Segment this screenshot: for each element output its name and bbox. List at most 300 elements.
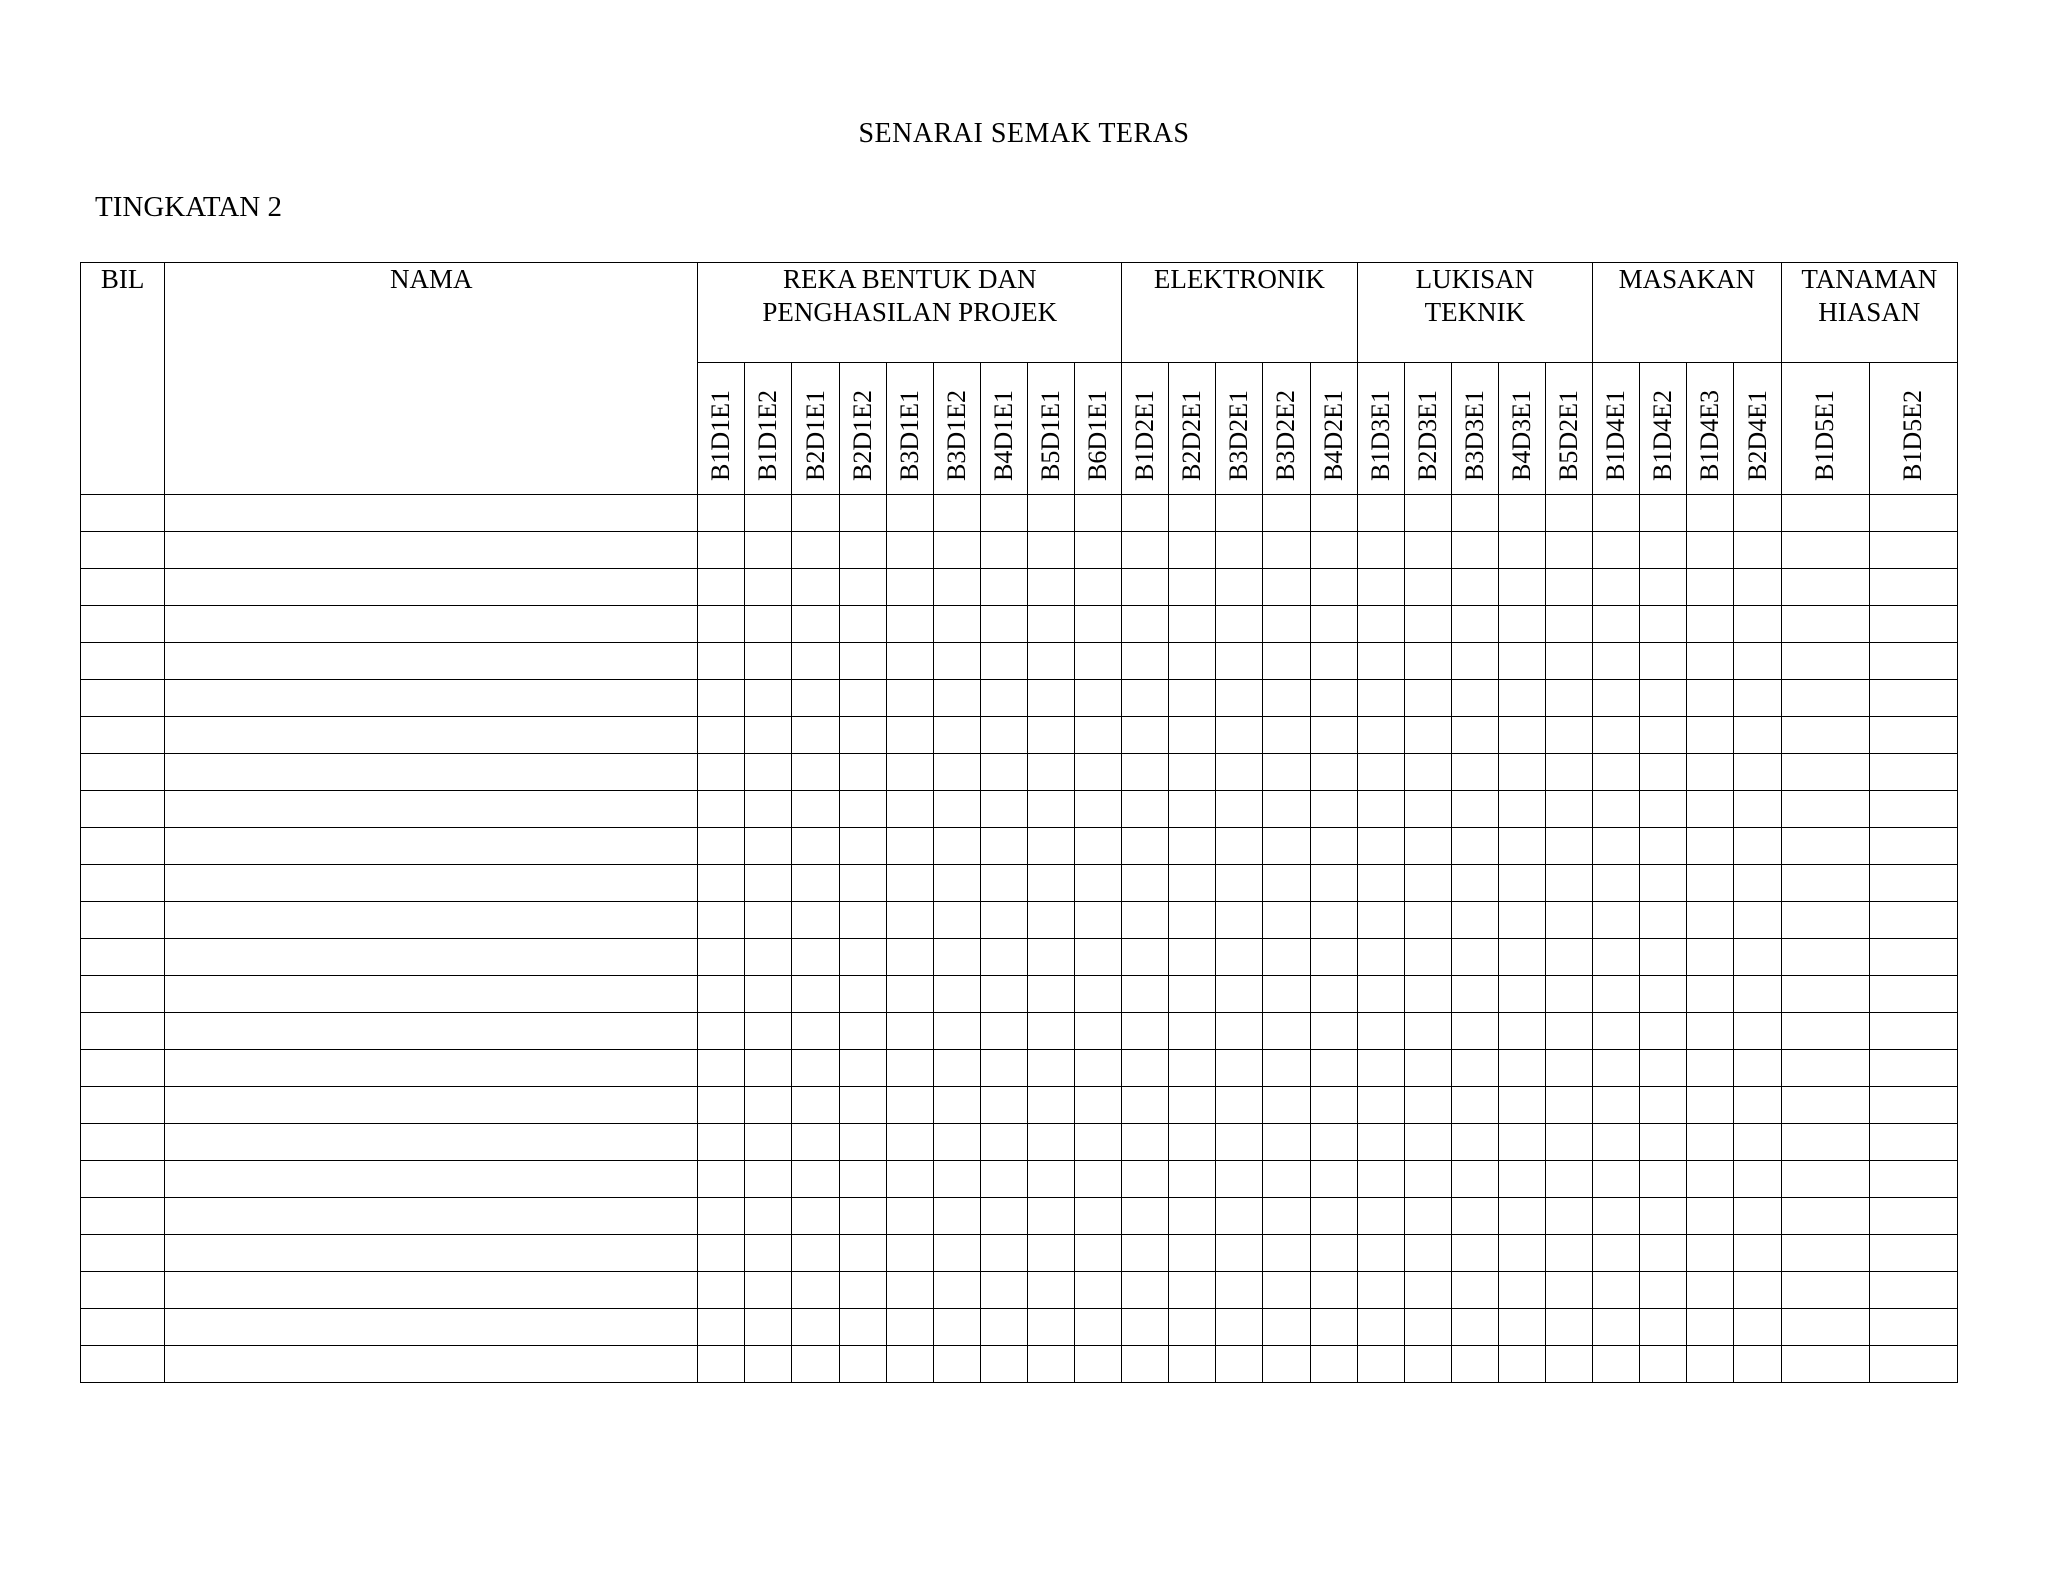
- check-cell[interactable]: [698, 976, 745, 1013]
- check-cell[interactable]: [1781, 754, 1869, 791]
- check-cell[interactable]: [1169, 1309, 1216, 1346]
- check-cell[interactable]: [1687, 1272, 1734, 1309]
- check-cell[interactable]: [1546, 1124, 1593, 1161]
- check-cell[interactable]: [1169, 495, 1216, 532]
- check-cell[interactable]: [745, 1013, 792, 1050]
- check-cell[interactable]: [886, 1087, 933, 1124]
- check-cell[interactable]: [1027, 1309, 1074, 1346]
- check-cell[interactable]: [980, 1346, 1027, 1383]
- check-cell[interactable]: [745, 976, 792, 1013]
- check-cell[interactable]: [1687, 976, 1734, 1013]
- check-cell[interactable]: [1169, 1346, 1216, 1383]
- check-cell[interactable]: [1640, 1309, 1687, 1346]
- check-cell[interactable]: [1075, 606, 1122, 643]
- check-cell[interactable]: [1869, 902, 1957, 939]
- check-cell[interactable]: [1122, 976, 1169, 1013]
- check-cell[interactable]: [1781, 1272, 1869, 1309]
- check-cell[interactable]: [1404, 754, 1451, 791]
- nama-cell[interactable]: [165, 643, 698, 680]
- check-cell[interactable]: [1781, 976, 1869, 1013]
- bil-cell[interactable]: [81, 791, 165, 828]
- bil-cell[interactable]: [81, 1309, 165, 1346]
- check-cell[interactable]: [745, 791, 792, 828]
- check-cell[interactable]: [1451, 717, 1498, 754]
- bil-cell[interactable]: [81, 495, 165, 532]
- check-cell[interactable]: [1869, 606, 1957, 643]
- check-cell[interactable]: [1734, 680, 1781, 717]
- check-cell[interactable]: [1734, 1309, 1781, 1346]
- check-cell[interactable]: [1404, 865, 1451, 902]
- check-cell[interactable]: [1169, 1013, 1216, 1050]
- check-cell[interactable]: [1451, 569, 1498, 606]
- check-cell[interactable]: [1310, 1013, 1357, 1050]
- check-cell[interactable]: [698, 902, 745, 939]
- check-cell[interactable]: [1027, 495, 1074, 532]
- check-cell[interactable]: [1546, 976, 1593, 1013]
- check-cell[interactable]: [1357, 939, 1404, 976]
- check-cell[interactable]: [1404, 680, 1451, 717]
- check-cell[interactable]: [745, 1050, 792, 1087]
- check-cell[interactable]: [1593, 1013, 1640, 1050]
- check-cell[interactable]: [1169, 1198, 1216, 1235]
- check-cell[interactable]: [698, 1013, 745, 1050]
- check-cell[interactable]: [1781, 1124, 1869, 1161]
- check-cell[interactable]: [1027, 754, 1074, 791]
- check-cell[interactable]: [1216, 717, 1263, 754]
- check-cell[interactable]: [1075, 828, 1122, 865]
- check-cell[interactable]: [1122, 532, 1169, 569]
- check-cell[interactable]: [1357, 754, 1404, 791]
- check-cell[interactable]: [1546, 828, 1593, 865]
- check-cell[interactable]: [1546, 1013, 1593, 1050]
- check-cell[interactable]: [1498, 717, 1545, 754]
- check-cell[interactable]: [1122, 1124, 1169, 1161]
- check-cell[interactable]: [886, 643, 933, 680]
- check-cell[interactable]: [1027, 569, 1074, 606]
- check-cell[interactable]: [1869, 495, 1957, 532]
- check-cell[interactable]: [1498, 680, 1545, 717]
- check-cell[interactable]: [1122, 1161, 1169, 1198]
- check-cell[interactable]: [1122, 643, 1169, 680]
- check-cell[interactable]: [839, 902, 886, 939]
- check-cell[interactable]: [745, 902, 792, 939]
- check-cell[interactable]: [886, 1124, 933, 1161]
- check-cell[interactable]: [980, 754, 1027, 791]
- check-cell[interactable]: [745, 1087, 792, 1124]
- check-cell[interactable]: [1734, 1013, 1781, 1050]
- check-cell[interactable]: [1404, 1050, 1451, 1087]
- check-cell[interactable]: [1169, 1087, 1216, 1124]
- check-cell[interactable]: [698, 1050, 745, 1087]
- check-cell[interactable]: [886, 1013, 933, 1050]
- check-cell[interactable]: [1263, 532, 1310, 569]
- check-cell[interactable]: [1498, 643, 1545, 680]
- check-cell[interactable]: [839, 828, 886, 865]
- check-cell[interactable]: [1357, 1198, 1404, 1235]
- check-cell[interactable]: [698, 1161, 745, 1198]
- check-cell[interactable]: [1216, 569, 1263, 606]
- check-cell[interactable]: [1310, 828, 1357, 865]
- check-cell[interactable]: [1027, 1087, 1074, 1124]
- check-cell[interactable]: [1869, 717, 1957, 754]
- check-cell[interactable]: [1640, 569, 1687, 606]
- check-cell[interactable]: [980, 902, 1027, 939]
- check-cell[interactable]: [1216, 643, 1263, 680]
- check-cell[interactable]: [886, 865, 933, 902]
- check-cell[interactable]: [1357, 902, 1404, 939]
- check-cell[interactable]: [839, 643, 886, 680]
- check-cell[interactable]: [1687, 569, 1734, 606]
- check-cell[interactable]: [1546, 532, 1593, 569]
- nama-cell[interactable]: [165, 1050, 698, 1087]
- check-cell[interactable]: [1310, 1346, 1357, 1383]
- nama-cell[interactable]: [165, 1198, 698, 1235]
- check-cell[interactable]: [1122, 1198, 1169, 1235]
- check-cell[interactable]: [1451, 754, 1498, 791]
- nama-cell[interactable]: [165, 1087, 698, 1124]
- check-cell[interactable]: [933, 643, 980, 680]
- check-cell[interactable]: [1404, 939, 1451, 976]
- check-cell[interactable]: [1310, 1087, 1357, 1124]
- check-cell[interactable]: [1869, 680, 1957, 717]
- check-cell[interactable]: [1027, 717, 1074, 754]
- check-cell[interactable]: [1593, 643, 1640, 680]
- check-cell[interactable]: [1781, 939, 1869, 976]
- check-cell[interactable]: [1546, 754, 1593, 791]
- check-cell[interactable]: [698, 569, 745, 606]
- check-cell[interactable]: [698, 1309, 745, 1346]
- check-cell[interactable]: [886, 495, 933, 532]
- bil-cell[interactable]: [81, 606, 165, 643]
- check-cell[interactable]: [1451, 1050, 1498, 1087]
- check-cell[interactable]: [1263, 828, 1310, 865]
- check-cell[interactable]: [1075, 1087, 1122, 1124]
- check-cell[interactable]: [1216, 1346, 1263, 1383]
- check-cell[interactable]: [933, 606, 980, 643]
- check-cell[interactable]: [1546, 1272, 1593, 1309]
- check-cell[interactable]: [1216, 902, 1263, 939]
- check-cell[interactable]: [1075, 1235, 1122, 1272]
- check-cell[interactable]: [1027, 902, 1074, 939]
- nama-cell[interactable]: [165, 1272, 698, 1309]
- check-cell[interactable]: [886, 1309, 933, 1346]
- check-cell[interactable]: [1122, 865, 1169, 902]
- check-cell[interactable]: [980, 1124, 1027, 1161]
- check-cell[interactable]: [792, 1087, 839, 1124]
- check-cell[interactable]: [792, 569, 839, 606]
- check-cell[interactable]: [698, 606, 745, 643]
- check-cell[interactable]: [1546, 791, 1593, 828]
- check-cell[interactable]: [1357, 1013, 1404, 1050]
- check-cell[interactable]: [1027, 606, 1074, 643]
- check-cell[interactable]: [980, 606, 1027, 643]
- check-cell[interactable]: [1498, 1272, 1545, 1309]
- check-cell[interactable]: [839, 865, 886, 902]
- bil-cell[interactable]: [81, 754, 165, 791]
- check-cell[interactable]: [1546, 1050, 1593, 1087]
- check-cell[interactable]: [1734, 754, 1781, 791]
- check-cell[interactable]: [1640, 643, 1687, 680]
- check-cell[interactable]: [1687, 1346, 1734, 1383]
- check-cell[interactable]: [1216, 828, 1263, 865]
- check-cell[interactable]: [792, 1161, 839, 1198]
- check-cell[interactable]: [933, 717, 980, 754]
- check-cell[interactable]: [1404, 1272, 1451, 1309]
- check-cell[interactable]: [1263, 717, 1310, 754]
- check-cell[interactable]: [1593, 1124, 1640, 1161]
- check-cell[interactable]: [1687, 939, 1734, 976]
- nama-cell[interactable]: [165, 754, 698, 791]
- check-cell[interactable]: [1404, 569, 1451, 606]
- check-cell[interactable]: [1263, 1346, 1310, 1383]
- check-cell[interactable]: [1498, 828, 1545, 865]
- check-cell[interactable]: [1169, 1272, 1216, 1309]
- check-cell[interactable]: [1122, 1013, 1169, 1050]
- check-cell[interactable]: [1640, 939, 1687, 976]
- check-cell[interactable]: [886, 902, 933, 939]
- check-cell[interactable]: [1310, 532, 1357, 569]
- check-cell[interactable]: [1216, 606, 1263, 643]
- check-cell[interactable]: [1075, 1309, 1122, 1346]
- check-cell[interactable]: [745, 1161, 792, 1198]
- check-cell[interactable]: [980, 1272, 1027, 1309]
- check-cell[interactable]: [1216, 754, 1263, 791]
- check-cell[interactable]: [1169, 1235, 1216, 1272]
- check-cell[interactable]: [1075, 939, 1122, 976]
- check-cell[interactable]: [1404, 495, 1451, 532]
- check-cell[interactable]: [1122, 1050, 1169, 1087]
- check-cell[interactable]: [792, 976, 839, 1013]
- check-cell[interactable]: [933, 865, 980, 902]
- check-cell[interactable]: [1498, 1235, 1545, 1272]
- bil-cell[interactable]: [81, 1235, 165, 1272]
- check-cell[interactable]: [1263, 1087, 1310, 1124]
- check-cell[interactable]: [1169, 606, 1216, 643]
- check-cell[interactable]: [1122, 902, 1169, 939]
- check-cell[interactable]: [745, 1198, 792, 1235]
- check-cell[interactable]: [1404, 1309, 1451, 1346]
- check-cell[interactable]: [745, 1346, 792, 1383]
- check-cell[interactable]: [1027, 828, 1074, 865]
- check-cell[interactable]: [1216, 1309, 1263, 1346]
- check-cell[interactable]: [1263, 569, 1310, 606]
- check-cell[interactable]: [933, 1161, 980, 1198]
- check-cell[interactable]: [1451, 865, 1498, 902]
- bil-cell[interactable]: [81, 532, 165, 569]
- check-cell[interactable]: [1310, 569, 1357, 606]
- check-cell[interactable]: [1310, 1198, 1357, 1235]
- check-cell[interactable]: [1075, 1198, 1122, 1235]
- check-cell[interactable]: [1263, 1309, 1310, 1346]
- check-cell[interactable]: [1122, 939, 1169, 976]
- check-cell[interactable]: [1263, 495, 1310, 532]
- check-cell[interactable]: [1734, 828, 1781, 865]
- check-cell[interactable]: [1075, 532, 1122, 569]
- check-cell[interactable]: [1169, 1124, 1216, 1161]
- check-cell[interactable]: [1593, 495, 1640, 532]
- check-cell[interactable]: [1734, 1346, 1781, 1383]
- check-cell[interactable]: [1640, 1198, 1687, 1235]
- check-cell[interactable]: [1781, 680, 1869, 717]
- check-cell[interactable]: [1498, 606, 1545, 643]
- check-cell[interactable]: [1310, 1161, 1357, 1198]
- check-cell[interactable]: [1357, 1161, 1404, 1198]
- check-cell[interactable]: [698, 1272, 745, 1309]
- check-cell[interactable]: [1546, 865, 1593, 902]
- check-cell[interactable]: [1263, 1235, 1310, 1272]
- check-cell[interactable]: [1169, 865, 1216, 902]
- check-cell[interactable]: [1546, 680, 1593, 717]
- check-cell[interactable]: [933, 1198, 980, 1235]
- check-cell[interactable]: [1593, 1346, 1640, 1383]
- check-cell[interactable]: [1498, 1309, 1545, 1346]
- check-cell[interactable]: [1546, 717, 1593, 754]
- check-cell[interactable]: [1498, 1050, 1545, 1087]
- check-cell[interactable]: [1451, 1087, 1498, 1124]
- check-cell[interactable]: [1075, 865, 1122, 902]
- check-cell[interactable]: [886, 1235, 933, 1272]
- check-cell[interactable]: [698, 1124, 745, 1161]
- bil-cell[interactable]: [81, 680, 165, 717]
- check-cell[interactable]: [1734, 1050, 1781, 1087]
- check-cell[interactable]: [1027, 1161, 1074, 1198]
- check-cell[interactable]: [980, 680, 1027, 717]
- check-cell[interactable]: [1169, 643, 1216, 680]
- check-cell[interactable]: [1869, 643, 1957, 680]
- check-cell[interactable]: [1593, 1272, 1640, 1309]
- check-cell[interactable]: [1451, 1309, 1498, 1346]
- check-cell[interactable]: [1404, 1346, 1451, 1383]
- check-cell[interactable]: [1263, 791, 1310, 828]
- check-cell[interactable]: [980, 791, 1027, 828]
- check-cell[interactable]: [1640, 1050, 1687, 1087]
- check-cell[interactable]: [1357, 532, 1404, 569]
- bil-cell[interactable]: [81, 1013, 165, 1050]
- nama-cell[interactable]: [165, 1161, 698, 1198]
- check-cell[interactable]: [1781, 1235, 1869, 1272]
- check-cell[interactable]: [1404, 606, 1451, 643]
- check-cell[interactable]: [792, 1198, 839, 1235]
- check-cell[interactable]: [1451, 1161, 1498, 1198]
- check-cell[interactable]: [1593, 1050, 1640, 1087]
- check-cell[interactable]: [1640, 976, 1687, 1013]
- check-cell[interactable]: [1869, 1050, 1957, 1087]
- check-cell[interactable]: [839, 569, 886, 606]
- check-cell[interactable]: [1451, 643, 1498, 680]
- nama-cell[interactable]: [165, 865, 698, 902]
- check-cell[interactable]: [1593, 902, 1640, 939]
- check-cell[interactable]: [1869, 828, 1957, 865]
- check-cell[interactable]: [1263, 865, 1310, 902]
- check-cell[interactable]: [1498, 495, 1545, 532]
- check-cell[interactable]: [1027, 1050, 1074, 1087]
- check-cell[interactable]: [1640, 1161, 1687, 1198]
- nama-cell[interactable]: [165, 569, 698, 606]
- check-cell[interactable]: [1640, 717, 1687, 754]
- check-cell[interactable]: [1027, 939, 1074, 976]
- check-cell[interactable]: [698, 791, 745, 828]
- check-cell[interactable]: [1781, 569, 1869, 606]
- check-cell[interactable]: [698, 1346, 745, 1383]
- check-cell[interactable]: [1310, 939, 1357, 976]
- check-cell[interactable]: [1310, 680, 1357, 717]
- bil-cell[interactable]: [81, 976, 165, 1013]
- check-cell[interactable]: [745, 1124, 792, 1161]
- check-cell[interactable]: [1734, 606, 1781, 643]
- check-cell[interactable]: [1263, 1124, 1310, 1161]
- check-cell[interactable]: [1357, 1272, 1404, 1309]
- check-cell[interactable]: [1451, 976, 1498, 1013]
- check-cell[interactable]: [745, 1235, 792, 1272]
- check-cell[interactable]: [1404, 1013, 1451, 1050]
- check-cell[interactable]: [1781, 532, 1869, 569]
- check-cell[interactable]: [1216, 1161, 1263, 1198]
- check-cell[interactable]: [1687, 532, 1734, 569]
- check-cell[interactable]: [1169, 976, 1216, 1013]
- check-cell[interactable]: [1546, 939, 1593, 976]
- check-cell[interactable]: [1357, 1346, 1404, 1383]
- check-cell[interactable]: [1546, 606, 1593, 643]
- check-cell[interactable]: [1451, 1235, 1498, 1272]
- check-cell[interactable]: [1734, 495, 1781, 532]
- check-cell[interactable]: [1075, 717, 1122, 754]
- check-cell[interactable]: [792, 606, 839, 643]
- check-cell[interactable]: [698, 680, 745, 717]
- check-cell[interactable]: [839, 791, 886, 828]
- check-cell[interactable]: [1451, 1124, 1498, 1161]
- check-cell[interactable]: [1169, 791, 1216, 828]
- check-cell[interactable]: [1869, 865, 1957, 902]
- check-cell[interactable]: [1498, 1346, 1545, 1383]
- check-cell[interactable]: [1546, 1161, 1593, 1198]
- check-cell[interactable]: [1546, 902, 1593, 939]
- bil-cell[interactable]: [81, 865, 165, 902]
- check-cell[interactable]: [1593, 1161, 1640, 1198]
- check-cell[interactable]: [839, 976, 886, 1013]
- bil-cell[interactable]: [81, 643, 165, 680]
- check-cell[interactable]: [1451, 828, 1498, 865]
- check-cell[interactable]: [1310, 1309, 1357, 1346]
- check-cell[interactable]: [1498, 902, 1545, 939]
- check-cell[interactable]: [1451, 791, 1498, 828]
- check-cell[interactable]: [745, 643, 792, 680]
- check-cell[interactable]: [1075, 1013, 1122, 1050]
- check-cell[interactable]: [745, 1309, 792, 1346]
- check-cell[interactable]: [886, 939, 933, 976]
- bil-cell[interactable]: [81, 569, 165, 606]
- check-cell[interactable]: [1640, 606, 1687, 643]
- check-cell[interactable]: [1546, 495, 1593, 532]
- check-cell[interactable]: [1498, 976, 1545, 1013]
- check-cell[interactable]: [1027, 1235, 1074, 1272]
- check-cell[interactable]: [792, 680, 839, 717]
- check-cell[interactable]: [1357, 1124, 1404, 1161]
- check-cell[interactable]: [792, 791, 839, 828]
- check-cell[interactable]: [839, 495, 886, 532]
- check-cell[interactable]: [1781, 1013, 1869, 1050]
- check-cell[interactable]: [1357, 1050, 1404, 1087]
- check-cell[interactable]: [1734, 1272, 1781, 1309]
- check-cell[interactable]: [1781, 1050, 1869, 1087]
- check-cell[interactable]: [1687, 1161, 1734, 1198]
- check-cell[interactable]: [1869, 939, 1957, 976]
- bil-cell[interactable]: [81, 1087, 165, 1124]
- check-cell[interactable]: [1357, 828, 1404, 865]
- check-cell[interactable]: [1734, 643, 1781, 680]
- check-cell[interactable]: [792, 1272, 839, 1309]
- check-cell[interactable]: [1357, 680, 1404, 717]
- check-cell[interactable]: [1310, 865, 1357, 902]
